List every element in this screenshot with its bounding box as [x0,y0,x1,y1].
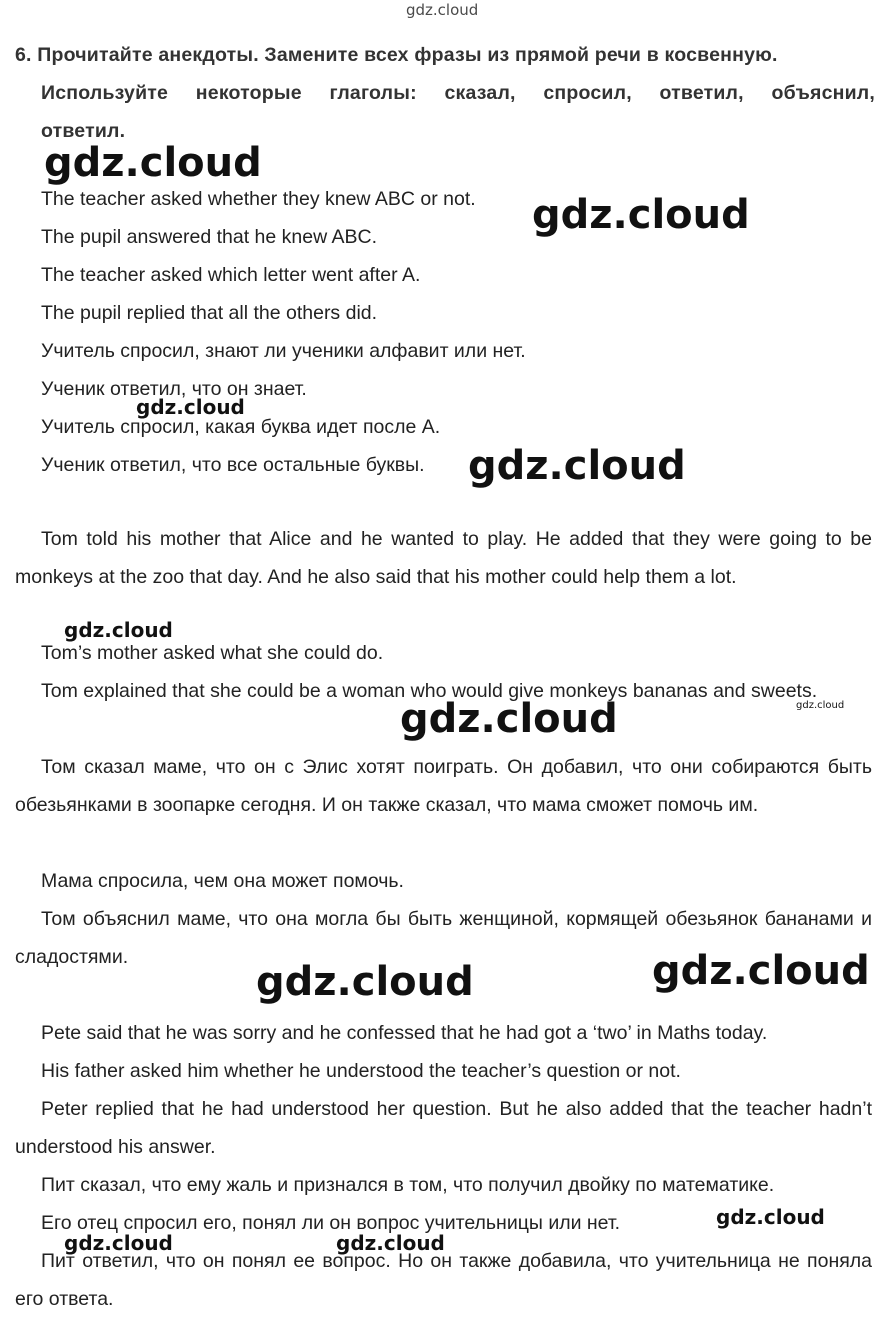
task-number: 6. [15,44,32,66]
block3-paragraph-4: Пит сказал, что ему жаль и признался в том, что получил двойку по математике. [41,1174,775,1196]
block2-paragraph-5: Мама спросила, чем она может помочь. [41,870,404,892]
watermark-8: gdz.cloud [256,959,474,1005]
block1-line-4: The pupil replied that all the others did. [41,302,378,324]
block3-paragraph-2: His father asked him whether he understood the teacher’s question or not. [41,1060,681,1082]
block3-paragraph-1: Pete said that he was sorry and he confessed that he had got a ‘two’ in Maths today. [41,1022,768,1044]
task-line-2: Используйте некоторые глаголы: сказал, спросил, ответил, объяснил, [41,82,875,104]
watermark-4: gdz.cloud [468,443,686,489]
watermark-7: gdz.cloud [400,696,618,742]
block1-line-5: Учитель спросил, знают ли ученики алфавит или нет. [41,340,526,362]
block3-paragraph-6: Пит ответил, что он понял ее вопрос. Но он также добавила, что учительница не поняла его ответа. [15,1250,872,1310]
watermark-1: gdz.cloud [44,140,262,186]
watermark-5: gdz.cloud [64,618,173,642]
watermark-10: gdz.cloud [716,1205,825,1229]
block2-paragraph-6: Том объяснил маме, что она могла бы быть женщиной, кормящей обезьянок бананами и сладостями. [15,908,872,968]
block2-paragraph-4: Том сказал маме, что он с Элис хотят поиграть. Он добавил, что они собираются быть обезьянками в зоопарке сегодня. И он также сказал, что мама сможет помочь им. [15,756,872,816]
block3-paragraph-5: Его отец спросил его, понял ли он вопрос учительницы или нет. [41,1212,621,1234]
block1-line-7: Учитель спросил, какая буква идет после А. [41,416,441,438]
block3-paragraph-3: Peter replied that he had understood her question. But he also added that the teacher hadn’t understood his answer. [15,1098,872,1158]
watermark-11: gdz.cloud [64,1231,173,1255]
block1-line-2: The pupil answered that he knew ABC. [41,226,378,248]
watermark-3: gdz.cloud [136,395,245,419]
block1-line-3: The teacher asked which letter went after A. [41,264,421,286]
watermark-9: gdz.cloud [652,948,870,994]
block2-paragraph-3: Tom explained that she could be a woman who would give monkeys bananas and sweets. [41,680,818,702]
block1-line-1: The teacher asked whether they knew ABC or not. [41,188,476,210]
task-heading [15,36,875,150]
watermark-2: gdz.cloud [532,192,750,238]
task-line-3: ответил. [41,120,126,142]
block1-line-6: Ученик ответил, что он знает. [41,378,307,400]
block2-paragraph-1: Tom told his mother that Alice and he wanted to play. He added that they were going to be monkeys at the zoo that day. And he also said that his mother could help them a lot. [15,528,872,588]
task-line-1: Прочитайте анекдоты. Замените всех фразы из прямой речи в косвенную. [37,44,778,66]
watermark-6: gdz.cloud [796,700,845,711]
watermark-12: gdz.cloud [336,1231,445,1255]
block2-paragraph-2: Tom’s mother asked what she could do. [41,642,384,664]
block1-line-8: Ученик ответил, что все остальные буквы. [41,454,425,476]
watermark-top: gdz.cloud [406,1,479,19]
